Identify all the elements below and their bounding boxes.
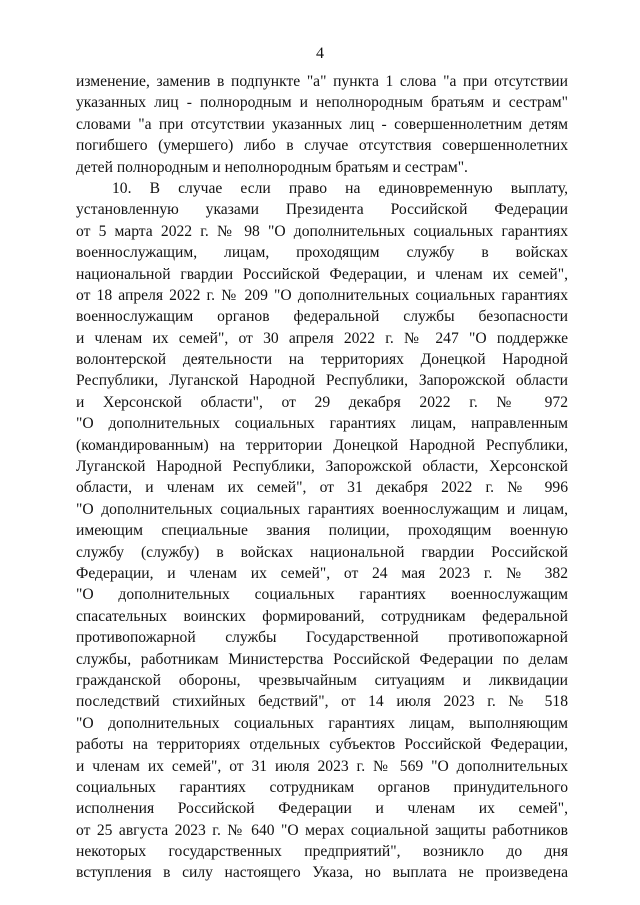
text-line: национальной гвардии Российской Федерации, и членам их семей", bbox=[76, 265, 568, 283]
text-line: вступления в силу настоящего Указа, но выплата не произведена bbox=[76, 864, 568, 882]
text-line: Федерации, и членам их семей", от 24 мая 2023 г. № 382 bbox=[76, 564, 568, 582]
text-line: "О дополнительных социальных гарантиях лицам, выполняющим bbox=[76, 714, 568, 732]
text-line: "О дополнительных социальных гарантиях военнослужащим bbox=[76, 586, 568, 604]
text-line: погибшего (умершего) либо в случае отсутствия совершеннолетних bbox=[76, 137, 568, 155]
page-number: 4 bbox=[316, 45, 324, 62]
text-line: гражданской обороны, чрезвычайным ситуациям и ликвидации bbox=[76, 671, 568, 689]
text-line: военнослужащим органов федеральной службы безопасности bbox=[76, 308, 568, 326]
text-line: Республики, Луганской Народной Республики, Запорожской области bbox=[76, 372, 568, 390]
text-line: (командированным) на территории Донецкой Народной Республики, bbox=[76, 436, 568, 454]
text-line: исполнения Российской Федерации и членам их семей", bbox=[76, 800, 568, 818]
text-line: и членам их семей", от 31 июля 2023 г. № 569 "О дополнительных bbox=[76, 757, 568, 775]
text-line: работы на территориях отдельных субъектов Российской Федерации, bbox=[76, 736, 568, 754]
text-line: от 5 марта 2022 г. № 98 "О дополнительных социальных гарантиях bbox=[76, 222, 568, 240]
text-line: службу (службу) в войсках национальной гвардии Российской bbox=[76, 543, 568, 561]
text-line: спасательных воинских формирований, сотрудникам федеральной bbox=[76, 607, 568, 625]
text-line: службы, работникам Министерства Российской Федерации по делам bbox=[76, 650, 568, 668]
document-body bbox=[76, 71, 568, 884]
text-line: области, и членам их семей", от 31 декабря 2022 г. № 996 bbox=[76, 479, 568, 497]
text-line: некоторых государственных предприятий", возникло до дня bbox=[76, 843, 568, 861]
text-line: "О дополнительных социальных гарантиях военнослужащим и лицам, bbox=[76, 500, 568, 518]
text-line: имеющим специальные звания полиции, проходящим военную bbox=[76, 522, 568, 540]
text-line: и Херсонской области", от 29 декабря 2022 г. № 972 bbox=[76, 393, 568, 411]
text-line: от 25 августа 2023 г. № 640 "О мерах социальной защиты работников bbox=[76, 821, 568, 839]
text-line: от 18 апреля 2022 г. № 209 "О дополнительных социальных гарантиях bbox=[76, 286, 568, 304]
text-line: установленную указами Президента Российской Федерации bbox=[76, 201, 568, 219]
text-line: словами "а при отсутствии указанных лиц - совершеннолетним детям bbox=[76, 115, 568, 133]
text-line: и членам их семей", от 30 апреля 2022 г. № 247 "О поддержке bbox=[76, 329, 568, 347]
text-line: военнослужащим, лицам, проходящим службу в войсках bbox=[76, 244, 568, 262]
text-line: волонтерской деятельности на территориях Донецкой Народной bbox=[76, 351, 568, 369]
text-line: детей полнородным и неполнородным братьям и сестрам". bbox=[76, 158, 468, 176]
text-line: указанных лиц - полнородным и неполнородным братьям и сестрам" bbox=[76, 94, 568, 112]
paragraph bbox=[76, 178, 568, 884]
text-line: последствий стихийных бедствий", от 14 июля 2023 г. № 518 bbox=[76, 693, 568, 711]
text-line: противопожарной службы Государственной противопожарной bbox=[76, 629, 568, 647]
text-line: Луганской Народной Республики, Запорожской области, Херсонской bbox=[76, 458, 568, 476]
paragraph bbox=[76, 71, 568, 178]
text-line: 10. В случае если право на единовременную выплату, bbox=[112, 179, 568, 197]
text-line: социальных гарантиях сотрудникам органов принудительного bbox=[76, 778, 568, 796]
text-line: "О дополнительных социальных гарантиях лицам, направленным bbox=[76, 415, 568, 433]
text-line: изменение, заменив в подпункте "а" пункта 1 слова "а при отсутствии bbox=[76, 73, 568, 90]
